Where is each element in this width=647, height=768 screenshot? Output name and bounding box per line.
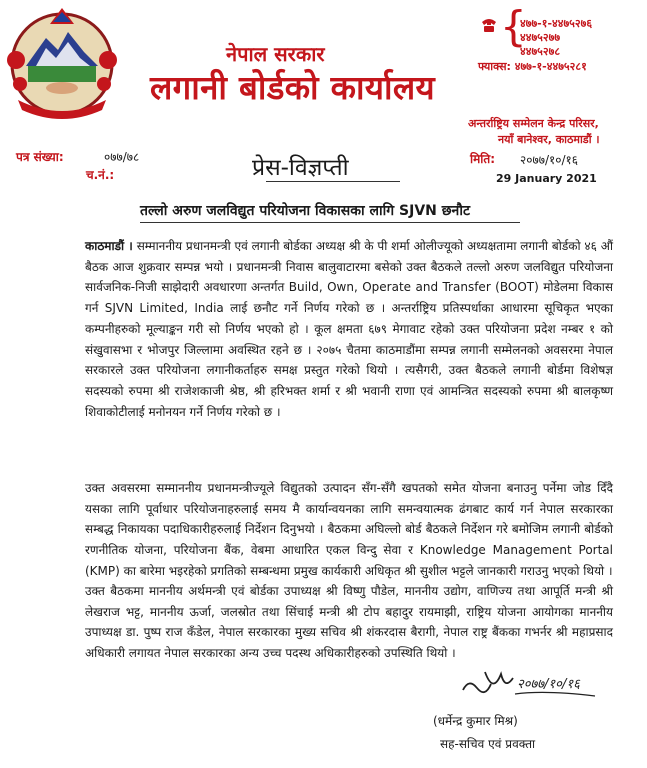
fax-number: फ्याक्स: ४७७-१-४४७५२८१ <box>478 60 587 73</box>
headline-underline <box>140 222 520 223</box>
body-paragraph <box>85 236 613 422</box>
phone-number: ४४७५२७७ <box>520 31 561 44</box>
body-paragraph: उक्त बैठकमा माननीय अर्थमन्त्री एवं बोर्डका उपाध्यक्ष श्री विष्णु पौडेल, माननीय उद्योग, वाणिज्य तथा आपूर्ति मन्त्री श्री लेखराज भट्ट, माननीय ऊर्जा, जलस्रोत तथा सिंचाई मन्त्री श्री टोप बहादुर रायमाझी, राष्ट्रिय योजना आयोगका माननीय उपाध्यक्ष डा. पुष्प राज कँडेल, नेपाल सरकारका मुख्य सचिव श्री शंकरदास बैरागी, नेपाल राष्ट्र बैंकका गभर्नर श्री महाप्रसाद अधिकारी लगायत नेपाल सरकारका अन्य उच्च पदस्थ अधिकारीहरुको उपस्थिति थियो । <box>85 584 613 661</box>
signatory-name: (धर्मेन्द्र कुमार मिश्र) <box>433 714 518 728</box>
address-line: नयाँ बानेश्वर, काठमाडौं । <box>498 133 600 146</box>
date-label: मिति: <box>470 152 496 166</box>
phone-brace: { <box>500 2 527 51</box>
chalani-label: च.नं.: <box>86 168 115 182</box>
signatory-designation: सह-सचिव एवं प्रवक्ता <box>440 737 536 751</box>
address-line: अन्तर्राष्ट्रिय सम्मेलन केन्द्र परिसर, <box>468 117 599 130</box>
dateline: काठमाडौं । <box>85 239 133 253</box>
press-release-title: प्रेस-विज्ञप्ती <box>252 155 349 181</box>
date-english: 29 January 2021 <box>496 172 597 185</box>
nepal-emblem-icon <box>6 4 118 120</box>
government-name: नेपाल सरकार <box>226 42 325 66</box>
phone-number: ४४७५२७८ <box>520 45 561 58</box>
date-nepali: २०७७/१०/१६ <box>520 153 579 167</box>
reference-label: पत्र संख्या: <box>16 150 64 164</box>
reference-number: ०७७/७८ <box>104 150 140 164</box>
title-underline <box>266 181 400 182</box>
office-name: लगानी बोर्डको कार्यालय <box>150 68 435 107</box>
handwritten-signature <box>455 660 605 708</box>
signature-date: २०७७/१०/१६ <box>517 677 580 692</box>
paragraph-text: सम्माननीय प्रधानमन्त्री एवं लगानी बोर्डका अध्यक्ष श्री के पी शर्मा ओलीज्यूको अध्यक्षतामा लगानी बोर्डको ४६ औं बैठक आज शुक्रवार सम्पन्न भयो । प्रधानमन्त्री निवास बालुवाटारमा बसेको उक्त बैठकले तल्लो अरुण जलविद्युत परियोजना सार्वजनिक-निजी साझेदारी अवधारणा अन्तर्गत Build, Own, Operate and Transfer (BOOT) मोडेलमा विकास गर्न SJVN Limited, India लाई छनौट गर्ने निर्णय गरेको छ । अन्तर्राष्ट्रिय प्रतिस्पर्धाका आधारमा सूचिकृत भएका कम्पनीहरुको मूल्याङ्कन गरी सो निर्णय भएको हो । कूल क्षमता ६७९ मेगावाट रहेको उक्त परियोजना प्रदेश नम्बर १ को संखुवासभा र भोजपुर जिल्लामा अवस्थित रहने छ । २०७५ चैतमा काठमाडौंमा सम्पन्न लगानी सम्मेलनको अवसरमा नेपाल सरकारले उक्त परियोजना लगानीकर्ताहरु समक्ष प्रस्तुत गरेको थियो । त्यसैगरी, उक्त बैठकले लगानी बोर्डमा विशेषज्ञ सदस्यको रुपमा श्री राजेशकाजी श्रेष्ठ, श्री हरिभक्त शर्मा र श्री भवानी राणा एवं आमन्त्रित सदस्यको रुपमा श्री बालकृष्ण शिवाकोटीलाई मनोनयन गर्ने निर्णय गरेको छ । <box>85 239 613 419</box>
headline: तल्लो अरुण जलविद्युत परियोजना विकासका लागि SJVN छनौट <box>140 203 471 219</box>
phone-icon <box>480 16 498 34</box>
body-paragraph: उक्त अवसरमा सम्माननीय प्रधानमन्त्रीज्यूले विद्युतको उत्पादन सँग-सँगै खपतको समेत योजना बनाउनु पर्नेमा जोड दिँदै यसका लागि पूर्वाधार परियोजनाहरुलाई समय मै कार्यान्वयनका लागि समन्वयात्मक ढंगबाट कार्य गर्न नेपाल सरकारका सम्बद्ध निकायका पदाधिकारीहरुलाई निर्देशन दिनुभयो । बैठकमा अघिल्लो बोर्ड बैठकले निर्देशन गरे बमोजिम लगानी बोर्डको रणनीतिक योजना, परियोजना बैंक, वेबमा आधारित एकल विन्दु सेवा र Knowledge Management Portal (KMP) का बारेमा भइरहेको प्रगतिको सम्बन्धमा प्रमुख कार्यकारी अधिकृत श्री सुशील भट्टले जानकारी गराउनु भएको थियो । <box>85 481 613 578</box>
phone-number: ४७७-१-४४७५२७६ <box>520 17 593 30</box>
